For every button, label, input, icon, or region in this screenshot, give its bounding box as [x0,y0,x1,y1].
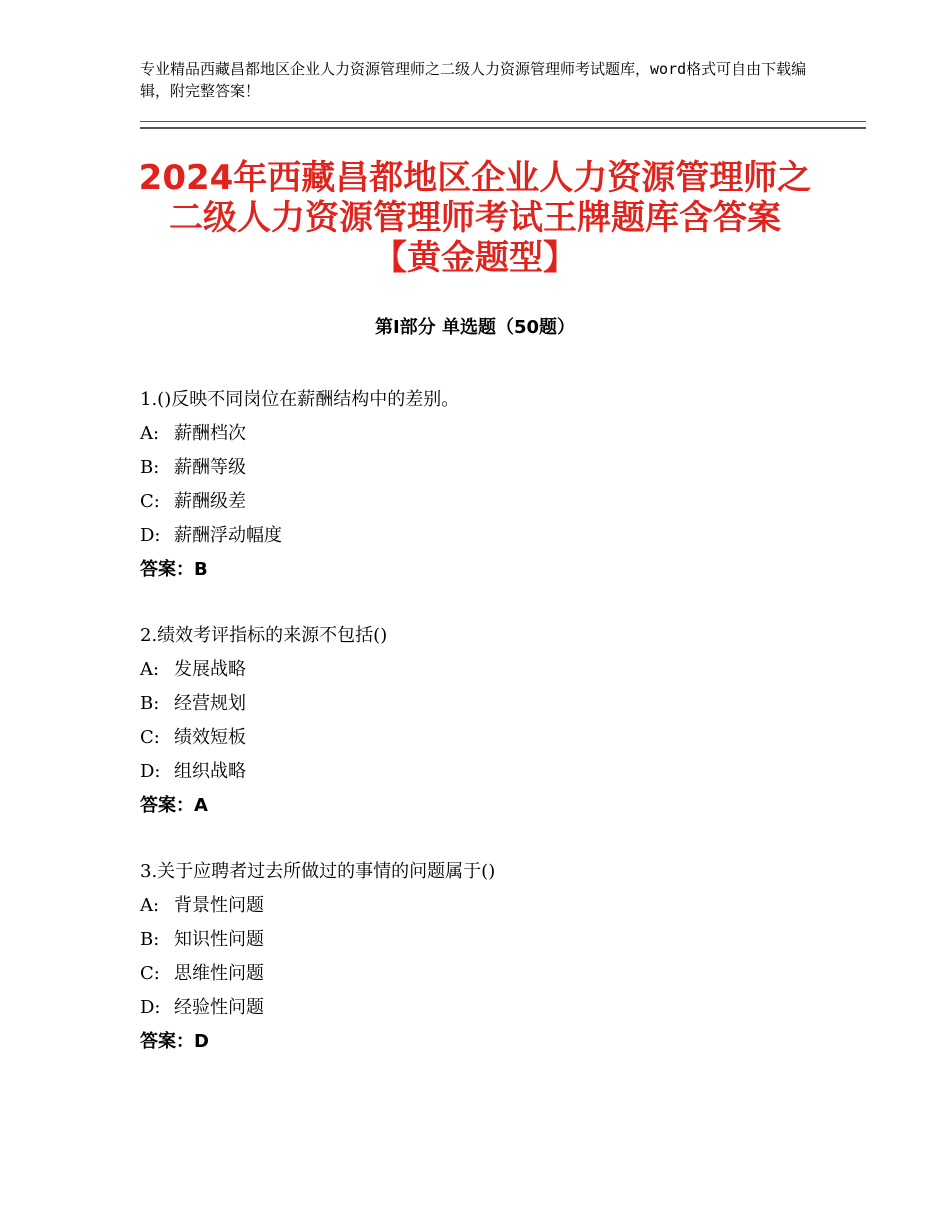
option-b [140,451,840,485]
option-text: 薪酬档次 [174,423,246,444]
answer-line: 答案：A [140,795,208,816]
answer-line: 答案：D [140,1031,209,1052]
option-text: 薪酬浮动幅度 [174,525,282,546]
option-text: 背景性问题 [174,895,264,916]
answer-line: 答案：B [140,559,208,580]
header-divider [140,121,866,129]
option-letter: D: [140,525,161,546]
option-d [140,755,840,789]
option-text: 思维性问题 [174,963,264,984]
question-stem: 3.关于应聘者过去所做过的事情的问题属于() [140,861,496,882]
option-letter: B: [140,693,160,714]
option-letter: D: [140,997,161,1018]
option-c [140,485,840,519]
option-text: 经验性问题 [174,997,264,1018]
question-1 [140,383,840,587]
header-note: 专业精品西藏昌都地区企业人力资源管理师之二级人力资源管理师考试题库，word格式可自由下载编辑，附完整答案！ [140,60,807,100]
option-letter: C: [140,963,160,984]
title-line: 【黄金题型】 [373,238,577,278]
option-text: 绩效短板 [174,727,246,748]
option-letter: A: [140,423,160,444]
option-letter: B: [140,929,160,950]
option-a [140,417,840,451]
option-letter: C: [140,727,160,748]
option-letter: A: [140,895,160,916]
option-text: 组织战略 [174,761,246,782]
option-b [140,923,840,957]
option-b [140,687,840,721]
section-heading: 第Ⅰ部分 单选题（50题） [374,317,575,338]
option-text: 经营规划 [174,693,246,714]
question-list [140,383,840,1091]
option-c [140,721,840,755]
question-3 [140,855,840,1059]
page-title [100,158,850,278]
option-c [140,957,840,991]
option-letter: B: [140,457,160,478]
question-stem: 2.绩效考评指标的来源不包括() [140,625,388,646]
option-letter: D: [140,761,161,782]
question-stem: 1.()反映不同岗位在薪酬结构中的差别。 [140,389,460,410]
option-text: 薪酬等级 [174,457,246,478]
title-line: 2024年西藏昌都地区企业人力资源管理师之 [138,158,812,198]
option-a [140,653,840,687]
option-text: 知识性问题 [174,929,264,950]
option-letter: A: [140,659,160,680]
option-text: 发展战略 [174,659,246,680]
question-2 [140,619,840,823]
option-a [140,889,840,923]
option-d [140,519,840,553]
title-line: 二级人力资源管理师考试王牌题库含答案 [169,198,781,238]
option-letter: C: [140,491,160,512]
option-text: 薪酬级差 [174,491,246,512]
option-d [140,991,840,1025]
